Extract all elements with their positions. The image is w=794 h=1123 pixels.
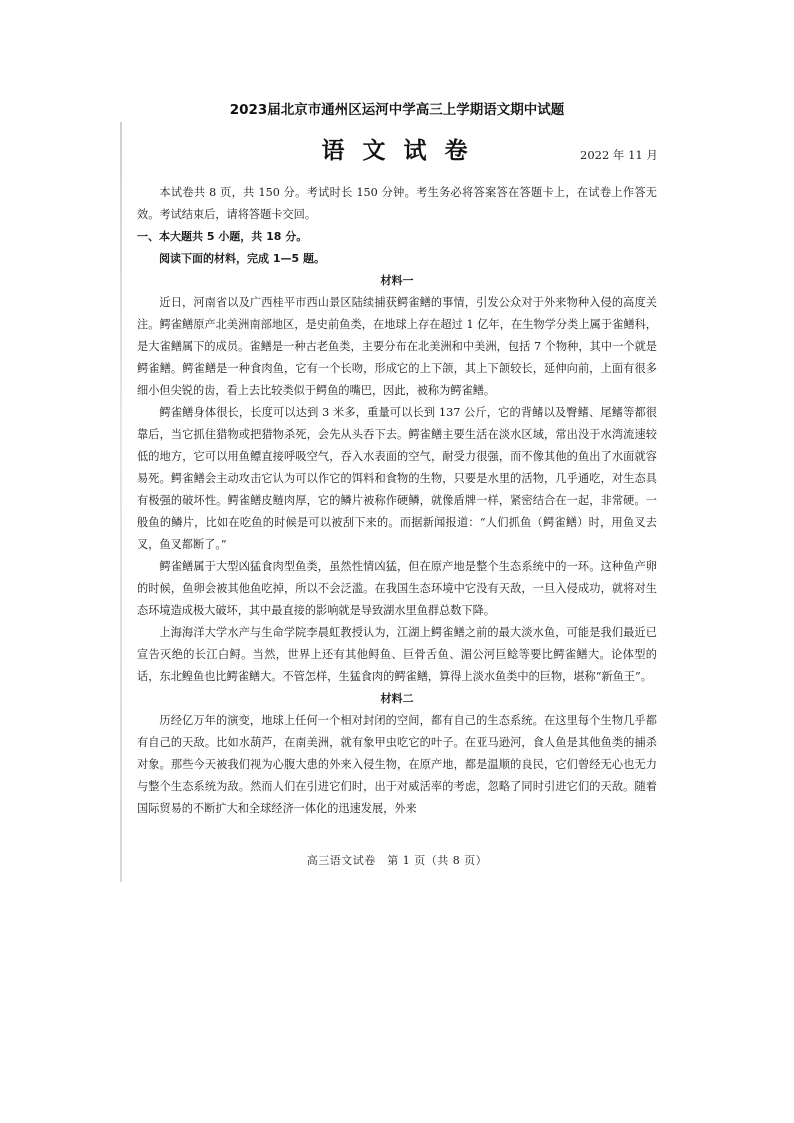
material-two-title: 材料二 [380,692,414,705]
material-two-paragraph: 历经亿万年的演变，地球上任何一个相对封闭的空间，都有自己的生态系统。在这里每个生物几乎都有自己的天敌。比如水葫芦，在南美洲，就有象甲虫吃它的叶子。在亚马逊河，食人鱼是其他鱼类的捕杀对象。那些今天被我们视为心腹大患的外来入侵生物，在原产地，都是温顺的良民，它们曾经无心也无力与整个生态系统为敌。然而人们在引进它们时，出于对威活率的考虑，忽略了同时引进它们的天敌。随着国际贸易的不断扩大和全球经济一体化的迅速发展，外来 [137,714,657,815]
material-one-paragraph: 鳄雀鳝属于大型凶猛食肉型鱼类，虽然性情凶猛，但在原产地是整个生态系统中的一环。这种鱼产卵的时候，鱼卵会被其他鱼吃掉，所以不会泛滥。在我国生态环境中它没有天敌，一旦入侵成功，就将对生态环境造成极大破坏，其中最直接的影响就是导致湖水里鱼群总数下降。 [137,560,657,617]
material-one-title: 材料一 [380,274,414,287]
intro-paragraph: 本试卷共 8 页，共 150 分。考试时长 150 分钟。考生务必将答案答在答题卡上，在试卷上作答无效。考试结束后，请将答题卡交回。 [137,186,657,221]
exam-body [137,182,657,820]
material-one-paragraph: 近日，河南省以及广西桂平市西山景区陆续捕获鳄雀鳝的事情，引发公众对于外来物种入侵的高度关注。鳄雀鳝原产北美洲南部地区，是史前鱼类，在地球上存在超过 1 亿年，在生物学分类上属于雀鳝科，是大雀鳝属下的成员。雀鳝是一种古老鱼类，主要分布在北美洲和中美洲，包括 7 个物种，其中一个就是鳄雀鳝。鳄雀鳝是一种食肉鱼，它有一个长吻，形成它的上下颌，其上下颌较长，延伸向前，上面有很多细小但尖锐的齿，看上去比较类似于鳄鱼的嘴巴，因此，被称为鳄雀鳝。 [137,296,657,397]
page-footer: 高三语文试卷 第 1 页（共 8 页） [306,854,488,867]
instruction: 阅读下面的材料，完成 1—5 题。 [159,252,325,265]
document-heading: 2023届北京市通州区运河中学高三上学期语文期中试题 [229,102,565,118]
material-one-paragraph: 上海海洋大学水产与生命学院李晨虹教授认为，江湖上鳄雀鳝之前的最大淡水鱼，可能是我们最近已宣告灭绝的长江白鲟。当然，世界上还有其他鲟鱼、巨骨舌鱼、湄公河巨鲶等要比鳄雀鳝大。论体型的话，东北鳇鱼也比鳄雀鳝大。不管怎样，生猛食肉的鳄雀鳝，算得上淡水鱼类中的巨物，堪称“新鱼王”。 [137,626,657,683]
scan-shadow-edge [120,122,122,882]
material-one-paragraph: 鳄雀鳝身体很长，长度可以达到 3 米多，重量可以长到 137 公斤，它的背鳍以及臀鳍、尾鳍等都很靠后，当它抓住猎物或把猎物杀死，会先从头吞下去。鳄雀鳝主要生活在淡水区域，常出没于水湾流速较低的地方，它可以用鱼鳔直接呼吸空气，吞入水表面的空气，耐受力很强，而不像其他的鱼出了水面就容易死。鳄雀鳝会主动攻击它认为可以作它的饵料和食物的生物，只要是水里的活物，几乎通吃，对生态具有极强的破坏性。鳄雀鳝皮鲢肉厚，它的鳞片被称作硬鳞，就像盾牌一样，紧密结合在一起，非常硬。一般鱼的鳞片，比如在吃鱼的时候是可以被刮下来的。而据新闻报道：“人们抓鱼（鳄雀鳝）时，用鱼叉去叉，鱼叉都断了。” [137,406,657,551]
paper-title: 语 文 试 卷 [321,137,473,164]
section-heading: 一、本大题共 5 小题，共 18 分。 [137,230,308,243]
paper-date: 2022 年 11 月 [580,148,658,162]
